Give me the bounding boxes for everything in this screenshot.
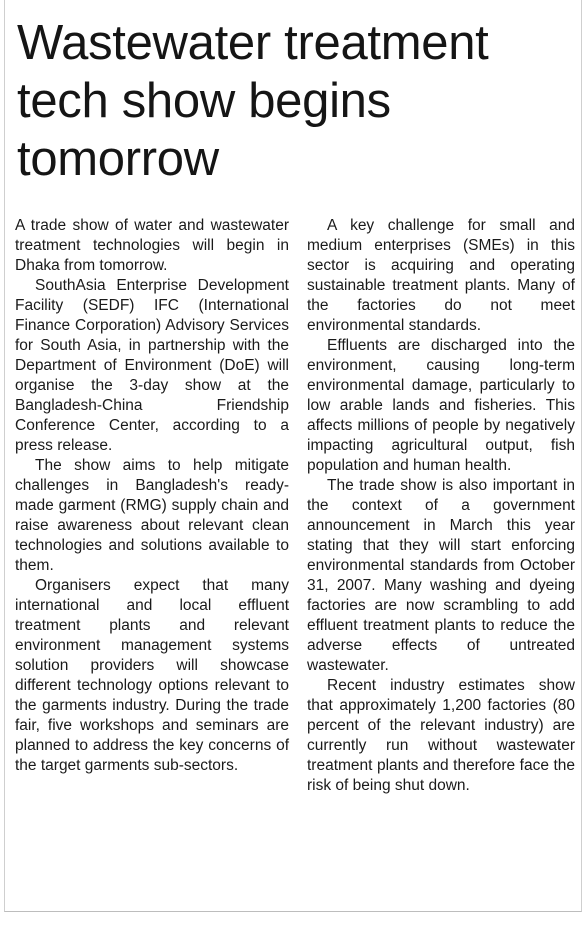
headline: Wastewater treatment tech show begins tomorrow — [17, 16, 489, 186]
paragraph: Recent industry estimates show that approximately 1,200 factories (80 percent of the relevant industry) are currently run without wastewater treatment plants and therefore face the risk of being shut down. — [307, 677, 575, 794]
paragraph: SouthAsia Enterprise Development Facility (SEDF) IFC (International Finance Corporation) Advisory Services for South Asia, in partnership with the Department of Environment (DoE) will organise the 3-day show at the Bangladesh-China Friendship Conference Center, according to a press release. — [15, 277, 289, 454]
paragraph: The trade show is also important in the context of a government announcement in March this year stating that they will start enforcing environmental standards from October 31, 2007. Many washing and dyeing factories are now scrambling to add effluent treatment plants to reduce the adverse effects of untreated wastewater. — [307, 477, 575, 674]
paragraph: Organisers expect that many international and local effluent treatment plants and relevant environment management systems solution providers will showcase different technology options relevant to the garments industry. During the trade fair, five workshops and seminars are planned to address the key concerns of the target garments sub-sectors. — [15, 577, 289, 774]
right-column — [307, 216, 575, 796]
left-column — [15, 216, 289, 776]
paragraph: A trade show of water and wastewater treatment technologies will begin in Dhaka from tomorrow. — [15, 217, 289, 274]
paragraph: Effluents are discharged into the environment, causing long-term environmental damage, particularly to low arable lands and fisheries. This affects millions of people by negatively impacting agricultural output, fish population and human health. — [307, 337, 575, 474]
paragraph: A key challenge for small and medium enterprises (SMEs) in this sector is acquiring and operating sustainable treatment plants. Many of the factories do not meet environmental standards. — [307, 217, 575, 334]
news-article — [4, 0, 582, 912]
paragraph: The show aims to help mitigate challenges in Bangladesh's ready-made garment (RMG) supply chain and raise awareness about relevant clean technologies and solutions available to them. — [15, 457, 289, 574]
